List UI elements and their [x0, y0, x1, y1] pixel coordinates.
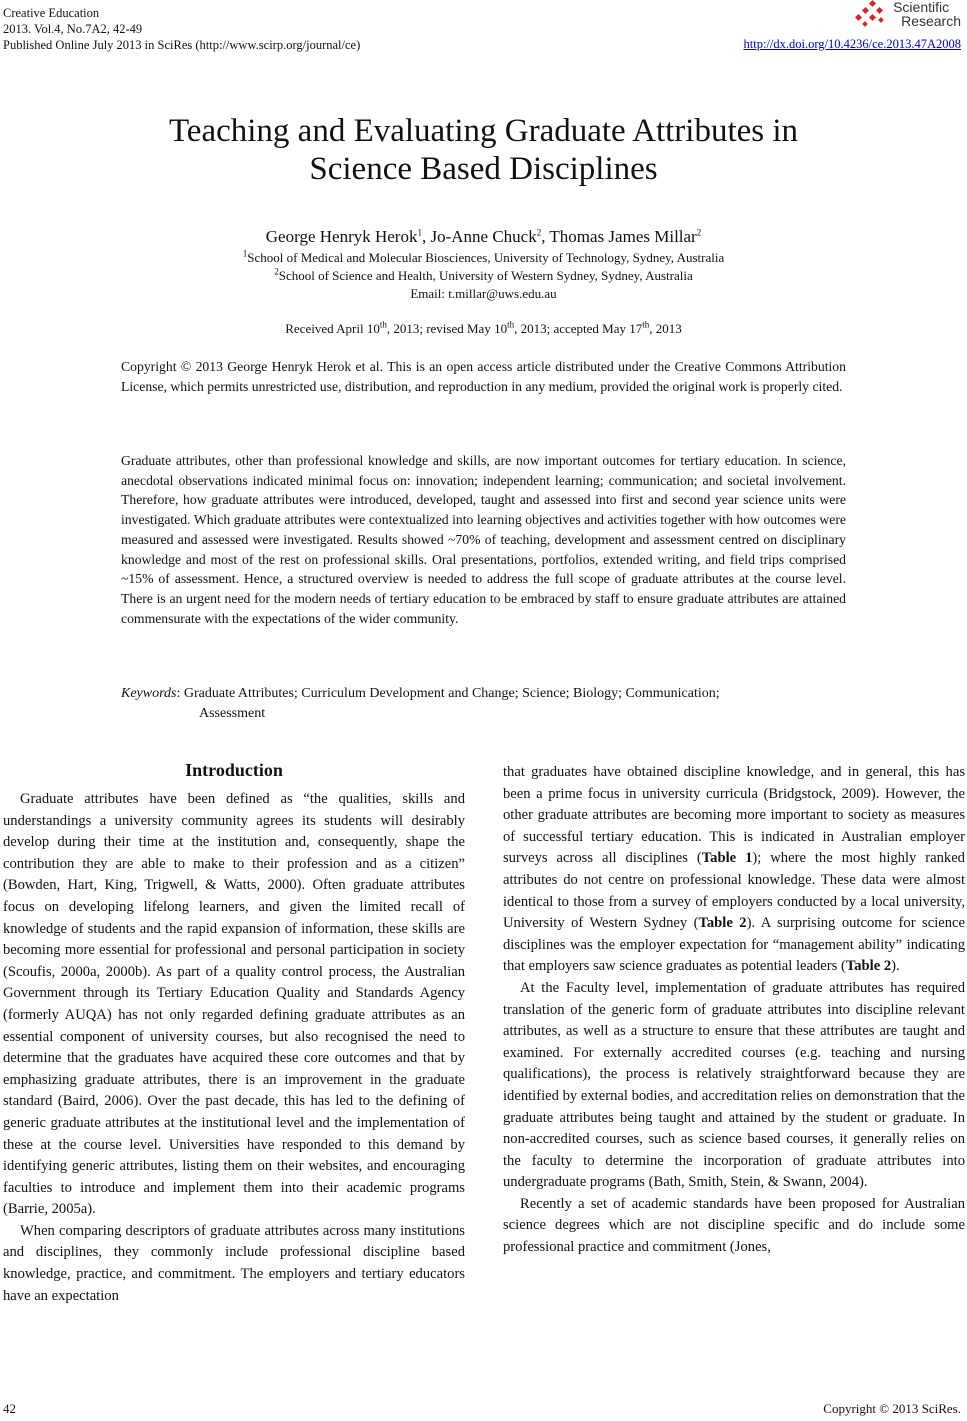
doi-link[interactable]: http://dx.doi.org/10.4236/ce.2013.47A2008 — [743, 37, 961, 51]
received-dates: Received April 10th, 2013; revised May 10th, 2013; accepted May 17th, 2013 — [285, 319, 682, 336]
journal-name: Creative Education — [3, 6, 100, 20]
paper-title — [0, 112, 967, 188]
right-column — [503, 762, 965, 1259]
paragraph: When comparing descriptors of graduate attributes across many institutions and disciplines, they commonly include professional discipline based knowledge, practice, and commitment. The employers and tertiary educators have an expectation — [3, 1222, 465, 1304]
table-ref[interactable]: Table 2 — [698, 915, 747, 932]
author-2: , Jo-Anne Chuck — [421, 227, 537, 246]
table-ref[interactable]: Table 1 — [701, 850, 753, 867]
author-email: Email: t.millar@uws.edu.au — [410, 286, 557, 301]
author-1: George Henryk Herok — [265, 227, 418, 246]
copyright-notice: Copyright © 2013 George Henryk Herok et al. This is an open access article distributed under the Creative Commons Attribution License, which permits unrestricted use, distribution, and reproduction in any medium, provided the original work is properly cited. — [121, 359, 846, 394]
paragraph: Graduate attributes have been defined as “the qualities, skills and understandings a university community agrees its students will desirably develop during their time at the institution and, consequently, shape the contribution they are able to make to their profession and as a citizen” (Bowden, Hart, King, Trigwell, & Watts, 2000). Often graduate attributes focus on developing lifelong learners, and given the limited recall of knowledge of students and the rapid expansion of information, these skills are becoming more essential for professional and personal participation in society (Scoufis, 2000a, 2000b). As part of a quality control process, the Australian Government through its Tertiary Education Quality and Standards Agency (formerly AUQA) has not only regarded defining graduate attributes as an essential component of university courses, but also recognised the need to determine that the graduates have acquired these core outcomes and that by emphasizing graduate attributes, there is an improvement in the graduate standard (Baird, 2006). Over the past decade, this has led to the defining of generic graduate attributes at the institutional level and the implementation of these at the course level. Universities have responded to this demand by identifying generic attributes, listing them on their websites, and encouraging faculties to introduce and implement them into their academic programs (Barrie, 2005a). — [3, 791, 465, 1218]
title-line-1: Teaching and Evaluating Graduate Attributes in — [168, 113, 799, 149]
logo-icon — [855, 0, 889, 28]
affiliation-1: $^1$School of Medical and Molecular Biosciences, University of Technology, Sydney, Australia — [242, 248, 725, 265]
author-2-affiliation: 2 — [536, 227, 542, 238]
author-3-affiliation: 2 — [696, 227, 702, 238]
abstract: Graduate attributes, other than professional knowledge and skills, are now important outcomes for tertiary education. In science, anecdotal observations indicated minimal focus on: innovation; independent learning; communication; and societal involvement. Therefore, how graduate attributes were introduced, developed, taught and assessed into first and second year science units were investigated. Which graduate attributes were contextualized into learning objectives and activities together with how outcomes were measured and assessed were investigated. Results showed ~70% of teaching, development and assessment centred on disciplinary knowledge and most of the rest on professional skills. Oral presentations, portfolios, extended writing, and field trips comprised ~15% of assessment. Hence, a structured overview is needed to address the full scope of graduate attributes at the course level. There is an urgent need for the modern needs of tertiary education to be embraced by staff to ensure graduate attributes are attained commensurate with the expectations of the wider community. — [121, 453, 846, 626]
keywords — [121, 684, 861, 723]
keywords-label: Keywords — [121, 686, 177, 701]
scientific-research-logo — [855, 0, 961, 28]
keywords-list: : Graduate Attributes; Curriculum Development and Change; Science; Biology; Communication; — [176, 686, 720, 701]
table-ref[interactable]: Table 2 — [845, 958, 892, 975]
paragraph: that graduates have obtained discipline knowledge, and in general, this has been a prime focus in university curricula (Bridgstock, 2009). However, the other graduate attributes are becoming more important to society as measures of successful tertiary education. This is indicated in Australian employer surveys across all disciplines (Table 1); where the most highly ranked attributes do not centre on professional knowledge. These data were almost identical to those from a survey of employers conducted by a local university, University of Western Sydney (Table 2). A surprising outcome for science disciplines was the employer expectation for “management ability” indicating that employers saw science graduates as potential leaders (Table 2). — [503, 764, 965, 975]
paragraph: At the Faculty level, implementation of graduate attributes has required translation of the generic form of graduate attributes into discipline relevant attributes, as well as a structure to ensure that these attributes are taught and examined. For externally accredited courses (e.g. teaching and nursing qualifications), the process is relatively straightforward because they are identified by external bodies, and accreditation relies on demonstration that the graduate attributes being taught and attained by the student or graduate. In non-accredited courses, such as science based courses, it generally relies on the faculty to determine the incorporation of graduate attributes into undergraduate programs (Bath, Smith, Stein, & Swann, 2004). — [503, 979, 965, 1191]
logo-text-line2: Research — [901, 13, 961, 29]
page-number: 42 — [3, 1401, 16, 1416]
left-column — [3, 759, 465, 1307]
paragraph: Recently a set of academic standards have been proposed for Australian science degrees which are not discipline specific and do include some professional practice and commitment (Jones, — [503, 1195, 965, 1256]
logo-text-line1: Scientific — [893, 0, 950, 15]
author-list — [0, 227, 967, 247]
affiliation-2: $^2$School of Science and Health, University of Western Sydney, Sydney, Australia — [274, 266, 693, 283]
footer-copyright: Copyright © 2013 SciRes. — [823, 1401, 961, 1416]
section-heading: Introduction — [185, 760, 283, 780]
title-line-2: Science Based Disciplines — [309, 151, 658, 187]
journal-volume: 2013. Vol.4, No.7A2, 42-49 — [3, 22, 143, 36]
author-3: , Thomas James Millar — [541, 227, 697, 246]
keywords-list-cont: Assessment — [199, 705, 266, 721]
journal-header — [3, 5, 360, 53]
author-1-affiliation: 1 — [417, 227, 422, 238]
publication-info: Published Online July 2013 in SciRes (http://www.scirp.org/journal/ce) — [3, 38, 361, 52]
